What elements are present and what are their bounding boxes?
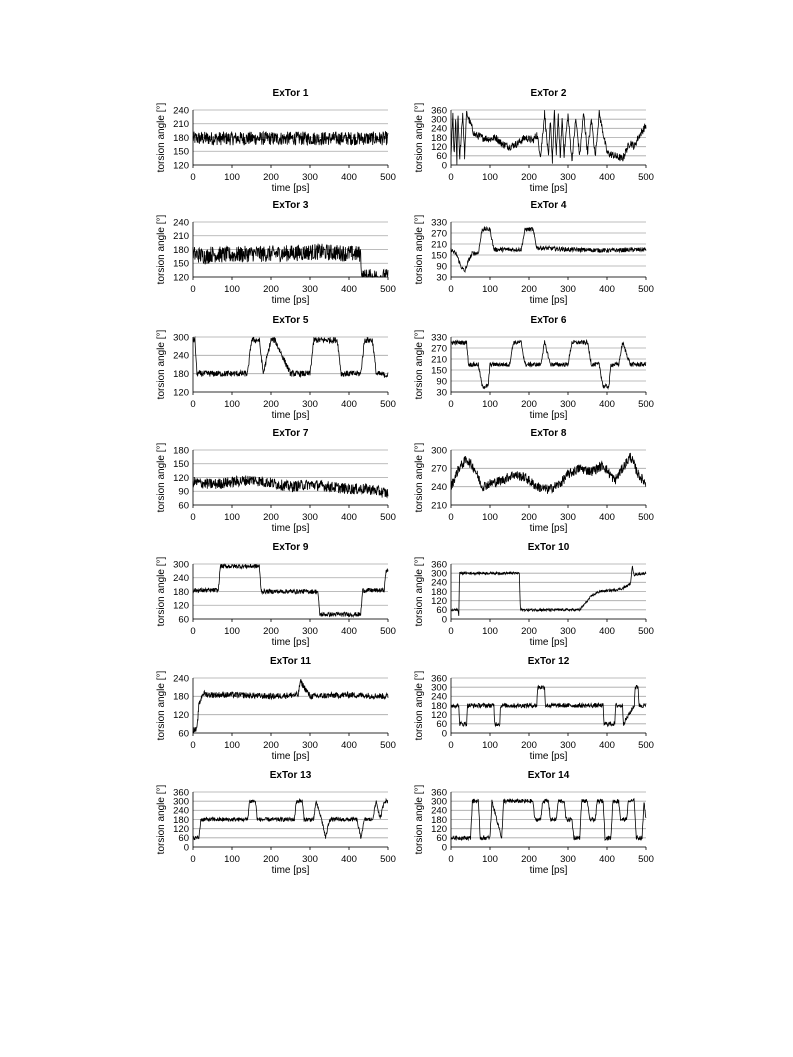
x-tick-label: 500 <box>638 172 654 183</box>
y-axis-label: torsion angle [°] <box>414 329 425 400</box>
x-tick-label: 0 <box>190 172 196 183</box>
chart-panel-11 <box>156 656 396 762</box>
x-tick-label: 400 <box>341 740 357 751</box>
y-tick-label: 120 <box>431 595 447 607</box>
x-tick-label: 500 <box>380 172 396 183</box>
x-tick-label: 200 <box>263 284 279 295</box>
series-line <box>451 227 646 272</box>
chart-panel-6 <box>414 315 654 421</box>
chart-panel-14 <box>414 770 654 876</box>
y-tick-label: 90 <box>178 486 189 498</box>
y-axis-label: torsion angle [°] <box>414 442 425 513</box>
y-tick-label: 300 <box>431 445 447 457</box>
x-axis-label: time [ps] <box>271 865 310 876</box>
x-tick-label: 100 <box>224 740 240 751</box>
chart-title: ExTor 12 <box>527 656 570 667</box>
x-tick-label: 0 <box>448 512 454 523</box>
chart-title: ExTor 4 <box>530 200 567 211</box>
chart-title: ExTor 7 <box>272 428 309 439</box>
x-axis-label: time [ps] <box>529 183 568 194</box>
x-tick-label: 400 <box>341 854 357 865</box>
x-tick-label: 500 <box>638 284 654 295</box>
y-tick-label: 0 <box>441 842 447 854</box>
y-axis-label: torsion angle [°] <box>156 214 167 285</box>
x-tick-label: 0 <box>448 284 454 295</box>
x-tick-label: 100 <box>224 854 240 865</box>
y-tick-label: 150 <box>431 250 447 262</box>
x-tick-label: 300 <box>302 740 318 751</box>
y-tick-label: 180 <box>173 586 189 598</box>
x-tick-label: 100 <box>224 284 240 295</box>
x-tick-label: 100 <box>482 284 498 295</box>
y-tick-label: 60 <box>178 614 189 626</box>
x-axis-label: time [ps] <box>529 295 568 306</box>
x-tick-label: 0 <box>190 740 196 751</box>
x-tick-label: 0 <box>448 740 454 751</box>
y-axis-label: torsion angle [°] <box>414 670 425 741</box>
chart-title: ExTor 5 <box>272 315 309 326</box>
y-tick-label: 150 <box>173 146 189 158</box>
y-tick-label: 300 <box>431 568 447 580</box>
x-tick-label: 300 <box>302 626 318 637</box>
x-axis-label: time [ps] <box>529 865 568 876</box>
y-tick-label: 360 <box>431 105 447 117</box>
y-tick-label: 120 <box>173 709 189 721</box>
series-line <box>193 476 388 498</box>
y-tick-label: 240 <box>173 805 189 817</box>
series-line <box>451 685 646 726</box>
x-tick-label: 400 <box>341 172 357 183</box>
y-tick-label: 60 <box>436 833 447 845</box>
x-tick-label: 200 <box>263 626 279 637</box>
y-tick-label: 300 <box>173 559 189 571</box>
x-tick-label: 300 <box>560 399 576 410</box>
y-tick-label: 240 <box>173 217 189 229</box>
chart-title: ExTor 9 <box>272 542 309 553</box>
x-tick-label: 400 <box>599 399 615 410</box>
x-tick-label: 0 <box>190 284 196 295</box>
y-tick-label: 240 <box>173 350 189 362</box>
x-tick-label: 300 <box>302 284 318 295</box>
x-tick-label: 100 <box>482 854 498 865</box>
y-tick-label: 120 <box>173 272 189 284</box>
y-tick-label: 210 <box>173 119 189 131</box>
x-tick-label: 0 <box>190 512 196 523</box>
x-tick-label: 0 <box>190 626 196 637</box>
x-tick-label: 200 <box>521 740 537 751</box>
chart-title: ExTor 3 <box>272 200 309 211</box>
y-axis-label: torsion angle [°] <box>414 214 425 285</box>
y-tick-label: 240 <box>173 573 189 585</box>
y-tick-label: 180 <box>431 132 447 144</box>
x-tick-label: 100 <box>482 740 498 751</box>
y-tick-label: 180 <box>431 586 447 598</box>
y-tick-label: 360 <box>173 787 189 799</box>
x-tick-label: 400 <box>341 626 357 637</box>
y-tick-label: 90 <box>436 376 447 388</box>
series-line <box>193 132 388 146</box>
y-tick-label: 270 <box>431 343 447 355</box>
x-tick-label: 200 <box>521 512 537 523</box>
chart-panel-4 <box>414 200 654 306</box>
y-axis-label: torsion angle [°] <box>156 670 167 741</box>
x-tick-label: 0 <box>448 399 454 410</box>
y-tick-label: 300 <box>173 796 189 808</box>
x-axis-label: time [ps] <box>271 183 310 194</box>
x-axis-label: time [ps] <box>529 523 568 534</box>
x-axis-label: time [ps] <box>271 751 310 762</box>
y-tick-label: 120 <box>431 823 447 835</box>
x-tick-label: 300 <box>560 284 576 295</box>
y-axis-label: torsion angle [°] <box>414 556 425 627</box>
y-tick-label: 120 <box>431 709 447 721</box>
x-tick-label: 400 <box>599 512 615 523</box>
y-tick-label: 240 <box>431 577 447 589</box>
y-axis-label: torsion angle [°] <box>156 556 167 627</box>
y-tick-label: 330 <box>431 332 447 344</box>
x-tick-label: 100 <box>224 399 240 410</box>
y-tick-label: 30 <box>436 387 447 399</box>
x-tick-label: 100 <box>482 172 498 183</box>
x-tick-label: 300 <box>560 172 576 183</box>
x-tick-label: 200 <box>263 740 279 751</box>
y-tick-label: 300 <box>431 796 447 808</box>
y-tick-label: 0 <box>441 614 447 626</box>
x-tick-label: 200 <box>521 172 537 183</box>
y-tick-label: 300 <box>173 332 189 344</box>
chart-panel-5 <box>156 315 396 421</box>
y-axis-label: torsion angle [°] <box>414 784 425 855</box>
x-tick-label: 500 <box>638 512 654 523</box>
x-tick-label: 200 <box>263 399 279 410</box>
y-tick-label: 240 <box>431 123 447 135</box>
x-axis-label: time [ps] <box>529 410 568 421</box>
y-tick-label: 0 <box>441 728 447 740</box>
chart-title: ExTor 6 <box>530 315 567 326</box>
y-tick-label: 90 <box>436 261 447 273</box>
x-tick-label: 300 <box>302 399 318 410</box>
y-tick-label: 180 <box>431 700 447 712</box>
y-tick-label: 120 <box>173 387 189 399</box>
chart-title: ExTor 14 <box>527 770 570 781</box>
y-tick-label: 210 <box>431 239 447 251</box>
y-axis-label: torsion angle [°] <box>156 784 167 855</box>
x-tick-label: 500 <box>638 854 654 865</box>
y-tick-label: 120 <box>173 472 189 484</box>
x-tick-label: 0 <box>448 854 454 865</box>
chart-panel-10 <box>414 542 654 648</box>
y-tick-label: 360 <box>431 673 447 685</box>
x-tick-label: 500 <box>638 399 654 410</box>
y-tick-label: 330 <box>431 217 447 229</box>
x-tick-label: 300 <box>302 512 318 523</box>
x-tick-label: 100 <box>224 512 240 523</box>
chart-title: ExTor 1 <box>272 88 309 99</box>
x-tick-label: 100 <box>482 512 498 523</box>
x-tick-label: 400 <box>341 399 357 410</box>
y-tick-label: 240 <box>431 481 447 493</box>
x-tick-label: 400 <box>341 284 357 295</box>
x-tick-label: 400 <box>599 854 615 865</box>
y-tick-label: 60 <box>178 500 189 512</box>
x-tick-label: 500 <box>380 626 396 637</box>
y-tick-label: 300 <box>431 114 447 126</box>
x-tick-label: 0 <box>190 854 196 865</box>
series-line <box>193 337 388 378</box>
y-tick-label: 180 <box>173 244 189 256</box>
y-tick-label: 240 <box>431 805 447 817</box>
x-tick-label: 500 <box>380 512 396 523</box>
y-tick-label: 60 <box>436 719 447 731</box>
chart-panel-1 <box>156 88 396 194</box>
x-axis-label: time [ps] <box>271 637 310 648</box>
x-tick-label: 400 <box>599 740 615 751</box>
y-tick-label: 210 <box>173 231 189 243</box>
x-axis-label: time [ps] <box>529 637 568 648</box>
chart-title: ExTor 8 <box>530 428 567 439</box>
x-axis-label: time [ps] <box>529 751 568 762</box>
x-tick-label: 0 <box>448 172 454 183</box>
y-tick-label: 360 <box>431 787 447 799</box>
x-tick-label: 400 <box>599 626 615 637</box>
y-tick-label: 240 <box>173 105 189 117</box>
x-tick-label: 200 <box>521 284 537 295</box>
y-tick-label: 270 <box>431 463 447 475</box>
x-tick-label: 500 <box>380 399 396 410</box>
y-tick-label: 150 <box>173 459 189 471</box>
x-tick-label: 300 <box>560 512 576 523</box>
y-tick-label: 240 <box>173 673 189 685</box>
chart-panel-12 <box>414 656 654 762</box>
y-axis-label: torsion angle [°] <box>156 442 167 513</box>
y-tick-label: 180 <box>173 814 189 826</box>
y-axis-label: torsion angle [°] <box>156 102 167 173</box>
x-tick-label: 0 <box>190 399 196 410</box>
chart-panel-2 <box>414 88 654 194</box>
x-tick-label: 500 <box>380 854 396 865</box>
y-tick-label: 120 <box>173 160 189 172</box>
x-tick-label: 200 <box>521 626 537 637</box>
y-tick-label: 210 <box>431 500 447 512</box>
x-tick-label: 300 <box>560 854 576 865</box>
x-tick-label: 200 <box>521 399 537 410</box>
x-tick-label: 100 <box>224 626 240 637</box>
x-tick-label: 200 <box>263 512 279 523</box>
chart-panel-3 <box>156 200 396 306</box>
x-tick-label: 200 <box>263 854 279 865</box>
x-tick-label: 500 <box>380 284 396 295</box>
x-tick-label: 500 <box>638 740 654 751</box>
y-tick-label: 240 <box>431 691 447 703</box>
x-axis-label: time [ps] <box>271 295 310 306</box>
x-tick-label: 500 <box>380 740 396 751</box>
x-tick-label: 200 <box>263 172 279 183</box>
y-tick-label: 0 <box>183 842 189 854</box>
series-line <box>193 244 388 277</box>
x-tick-label: 100 <box>224 172 240 183</box>
y-tick-label: 30 <box>436 272 447 284</box>
y-tick-label: 360 <box>431 559 447 571</box>
series-line <box>193 564 388 617</box>
x-axis-label: time [ps] <box>271 523 310 534</box>
series-line <box>193 679 388 733</box>
chart-title: ExTor 2 <box>530 88 567 99</box>
chart-panel-8 <box>414 428 654 534</box>
y-tick-label: 180 <box>173 691 189 703</box>
y-tick-label: 120 <box>173 823 189 835</box>
chart-panel-9 <box>156 542 396 648</box>
x-tick-label: 500 <box>638 626 654 637</box>
x-tick-label: 300 <box>560 626 576 637</box>
series-line <box>451 453 646 494</box>
y-tick-label: 120 <box>431 141 447 153</box>
y-tick-label: 180 <box>173 445 189 457</box>
y-tick-label: 60 <box>178 728 189 740</box>
x-tick-label: 200 <box>521 854 537 865</box>
x-tick-label: 300 <box>302 172 318 183</box>
x-axis-label: time [ps] <box>271 410 310 421</box>
y-tick-label: 150 <box>431 365 447 377</box>
y-tick-label: 150 <box>173 258 189 270</box>
chart-title: ExTor 13 <box>269 770 312 781</box>
y-tick-label: 270 <box>431 228 447 240</box>
x-tick-label: 400 <box>599 172 615 183</box>
y-tick-label: 180 <box>431 814 447 826</box>
y-axis-label: torsion angle [°] <box>156 329 167 400</box>
chart-title: ExTor 11 <box>270 656 311 667</box>
x-tick-label: 300 <box>560 740 576 751</box>
chart-panel-7 <box>156 428 396 534</box>
y-tick-label: 210 <box>431 354 447 366</box>
y-tick-label: 180 <box>173 132 189 144</box>
chart-title: ExTor 10 <box>527 542 570 553</box>
y-tick-label: 60 <box>178 833 189 845</box>
y-tick-label: 300 <box>431 682 447 694</box>
x-tick-label: 400 <box>341 512 357 523</box>
x-tick-label: 400 <box>599 284 615 295</box>
x-tick-label: 100 <box>482 626 498 637</box>
y-tick-label: 120 <box>173 600 189 612</box>
y-axis-label: torsion angle [°] <box>414 102 425 173</box>
x-tick-label: 300 <box>302 854 318 865</box>
x-tick-label: 0 <box>448 626 454 637</box>
chart-panel-13 <box>156 770 396 876</box>
y-tick-label: 180 <box>173 368 189 380</box>
y-tick-label: 60 <box>436 151 447 163</box>
y-tick-label: 0 <box>441 160 447 172</box>
y-tick-label: 60 <box>436 605 447 617</box>
x-tick-label: 100 <box>482 399 498 410</box>
